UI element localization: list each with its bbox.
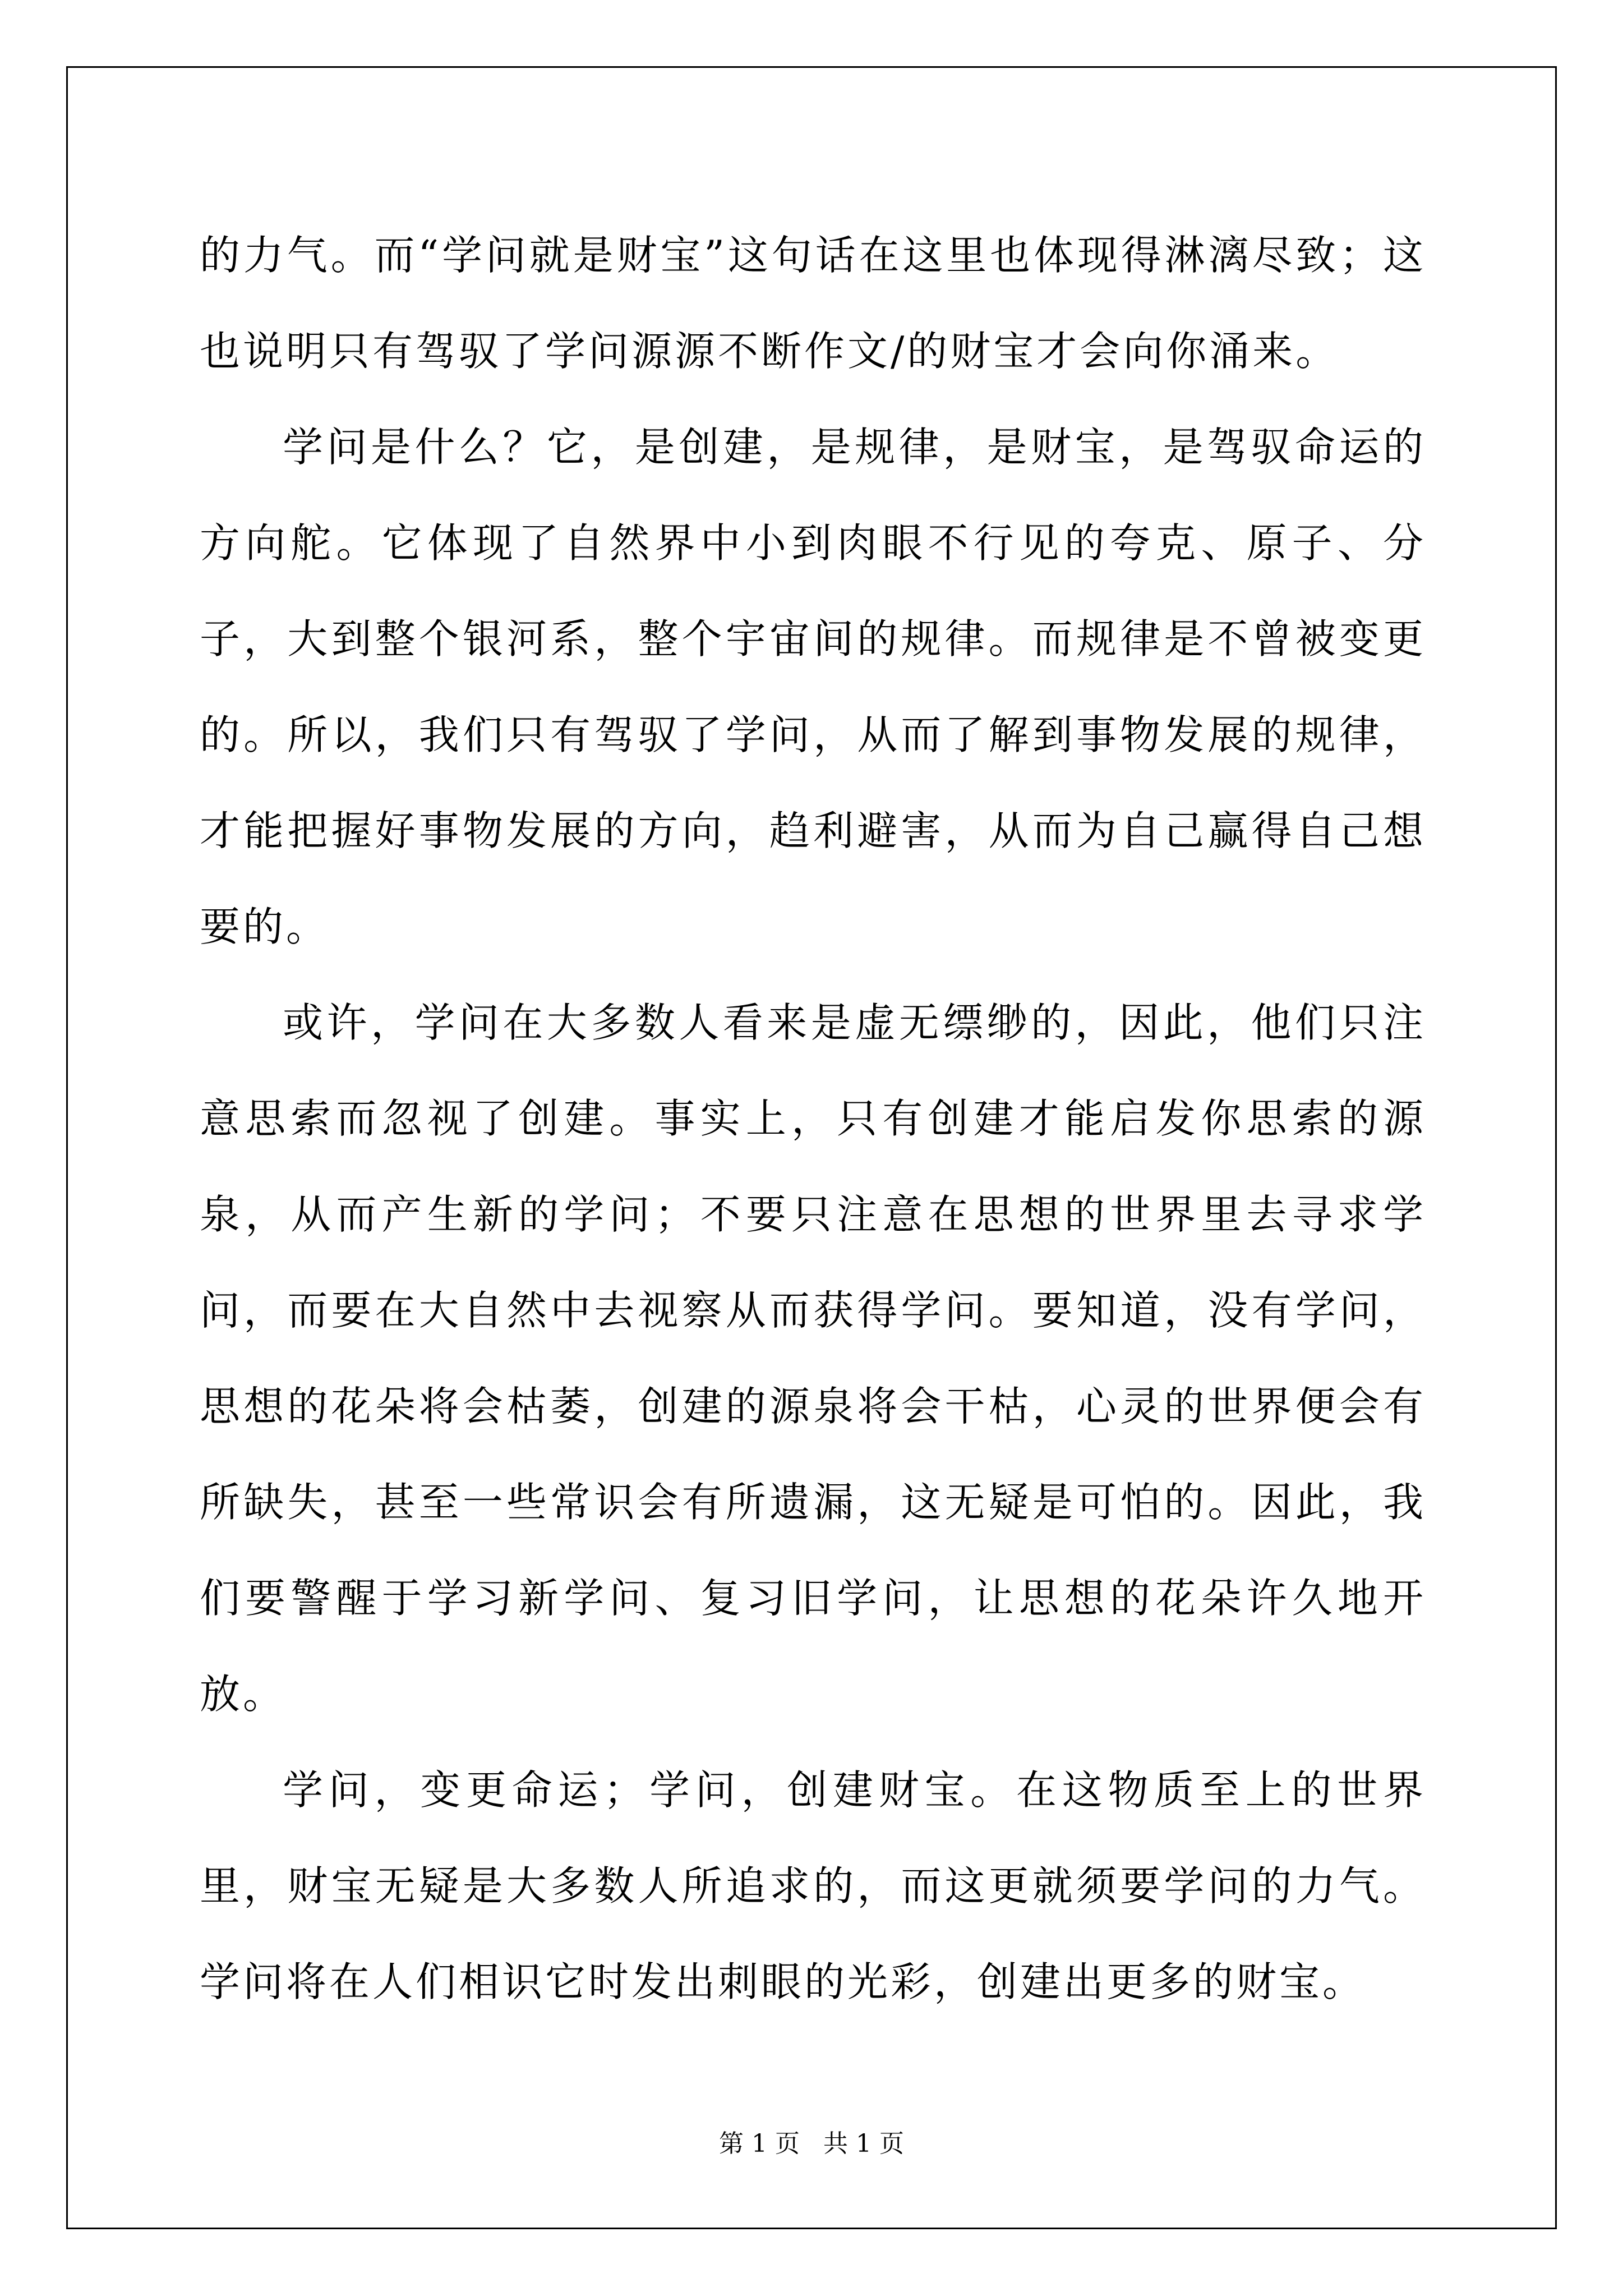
- paragraph-2: 学问是什么？它，是创建，是规律，是财宝，是驾驭命运的方向舵。它体现了自然界中小到肉眼不行见的夸克、原子、分子，大到整个银河系，整个宇宙间的规律。而规律是不曾被变更的。所以，我们只有驾驭了学问，从而了解到事物发展的规律，才能把握好事物发展的方向，趋利避害，从而为自己赢得自己想要的。: [200, 424, 1426, 950]
- document-body: [200, 208, 1426, 2030]
- paragraph-3: 或许，学问在大多数人看来是虚无缥缈的，因此，他们只注意思索而忽视了创建。事实上，只有创建才能启发你思索的源泉，从而产生新的学问；不要只注意在思想的世界里去寻求学问，而要在大自然中去视察从而获得学问。要知道，没有学问，思想的花朵将会枯萎，创建的源泉将会干枯，心灵的世界便会有所缺失，甚至一些常识会有所遗漏，这无疑是可怕的。因此，我们要警醒于学习新学问、复习旧学问，让思想的花朵许久地开放。: [200, 999, 1426, 1718]
- paragraph-4: 学问，变更命运；学问，创建财宝。在这物质至上的世界里，财宝无疑是大多数人所追求的，而这更就须要学问的力气。学问将在人们相识它时发出刺眼的光彩，创建出更多的财宝。: [200, 1766, 1426, 2005]
- page-footer: 第 1 页 共 1 页: [719, 2129, 904, 2158]
- paragraph-1: 的力气。而“学问就是财宝”这句话在这里也体现得淋漓尽致；这也说明只有驾驭了学问源源不断作文/的财宝才会向你涌来。: [200, 232, 1426, 375]
